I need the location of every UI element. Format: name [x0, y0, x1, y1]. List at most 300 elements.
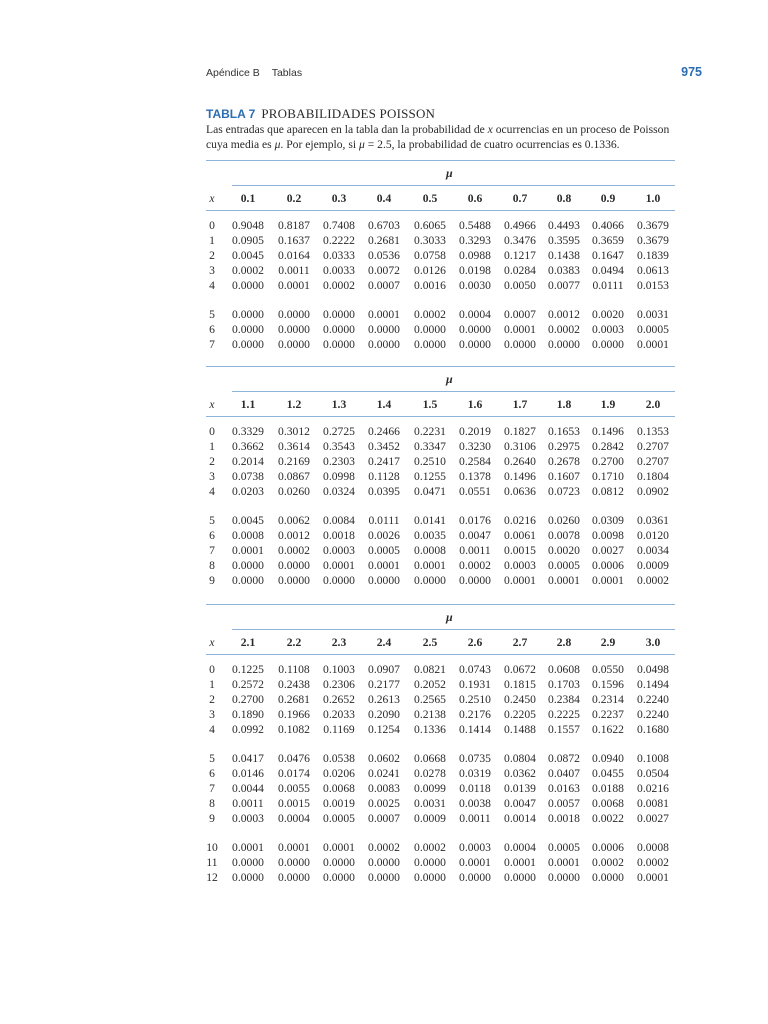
- description-mu-symbol-2: μ: [358, 138, 365, 151]
- probability-cell: 0.0333: [323, 249, 355, 262]
- probability-cell: 0.1008: [637, 752, 669, 765]
- probability-cell: 0.0047: [504, 797, 536, 810]
- probability-cell: 0.0014: [504, 812, 536, 825]
- probability-cell: 0.0006: [592, 841, 624, 854]
- probability-cell: 0.0000: [414, 871, 446, 884]
- row-group-spacer: [206, 294, 675, 308]
- description-text-1: Las entradas que aparecen en la tabla dan la probabilidad de: [206, 123, 488, 136]
- probability-cell: 0.0003: [592, 323, 624, 336]
- probability-cell: 0.0011: [459, 544, 491, 557]
- probability-cell: 0.0002: [637, 574, 669, 587]
- column-header-row: [206, 629, 675, 655]
- x-value-cell: 8: [209, 559, 215, 572]
- probability-cell: 0.0804: [504, 752, 536, 765]
- probability-cell: 0.0000: [232, 323, 264, 336]
- mu-column-header: 2.2: [286, 636, 302, 649]
- probability-cell: 0.0241: [368, 767, 400, 780]
- probability-cell: 0.0012: [548, 308, 580, 321]
- probability-cell: 0.0081: [637, 797, 669, 810]
- probability-cell: 0.0188: [592, 782, 624, 795]
- probability-cell: 0.0004: [459, 308, 491, 321]
- x-value-cell: 7: [209, 544, 215, 557]
- probability-cell: 0.0020: [592, 308, 624, 321]
- probability-cell: 0.2842: [592, 440, 624, 453]
- probability-cell: 0.1557: [548, 723, 580, 736]
- probability-cell: 0.0395: [368, 485, 400, 498]
- table-row: [206, 455, 675, 470]
- probability-cell: 0.0003: [504, 559, 536, 572]
- probability-cell: 0.0118: [459, 782, 491, 795]
- probability-cell: 0.0030: [459, 279, 491, 292]
- probability-cell: 0.0000: [504, 338, 536, 351]
- probability-cell: 0.3662: [232, 440, 264, 453]
- probability-cell: 0.1414: [459, 723, 491, 736]
- mu-column-header: 2.3: [331, 636, 347, 649]
- probability-cell: 0.0000: [323, 338, 355, 351]
- probability-cell: 0.1003: [323, 663, 355, 676]
- probability-cell: 0.6065: [414, 219, 446, 232]
- mu-header-row: [206, 605, 675, 629]
- probability-cell: 0.0000: [232, 308, 264, 321]
- probability-cell: 0.0362: [504, 767, 536, 780]
- mu-column-header: 1.1: [240, 398, 256, 411]
- probability-cell: 0.2384: [548, 693, 580, 706]
- mu-column-header: 1.9: [600, 398, 616, 411]
- probability-cell: 0.0018: [548, 812, 580, 825]
- probability-cell: 0.2169: [278, 455, 310, 468]
- probability-cell: 0.2450: [504, 693, 536, 706]
- x-value-cell: 2: [209, 693, 215, 706]
- probability-cell: 0.2707: [637, 455, 669, 468]
- x-value-cell: 9: [209, 574, 215, 587]
- probability-cell: 0.1653: [548, 425, 580, 438]
- probability-cell: 0.0550: [592, 663, 624, 676]
- probability-cell: 0.2090: [368, 708, 400, 721]
- probability-cell: 0.2681: [368, 234, 400, 247]
- table-row: [206, 708, 675, 723]
- probability-cell: 0.0068: [592, 797, 624, 810]
- probability-cell: 0.2205: [504, 708, 536, 721]
- x-value-cell: 3: [209, 264, 215, 277]
- probability-cell: 0.0005: [368, 544, 400, 557]
- probability-cell: 0.2138: [414, 708, 446, 721]
- probability-cell: 0.2177: [368, 678, 400, 691]
- probability-cell: 0.0002: [414, 308, 446, 321]
- probability-cell: 0.1494: [637, 678, 669, 691]
- table-row: [206, 559, 675, 574]
- probability-cell: 0.0009: [414, 812, 446, 825]
- probability-cell: 0.0026: [368, 529, 400, 542]
- mu-header-row: [206, 161, 675, 185]
- probability-cell: 0.0324: [323, 485, 355, 498]
- probability-cell: 0.2725: [323, 425, 355, 438]
- probability-cell: 0.4066: [592, 219, 624, 232]
- table-row: [206, 678, 675, 693]
- probability-cell: 0.3452: [368, 440, 400, 453]
- table-row: [206, 234, 675, 249]
- probability-cell: 0.2510: [414, 455, 446, 468]
- probability-cell: 0.0000: [414, 338, 446, 351]
- probability-cell: 0.0361: [637, 514, 669, 527]
- probability-cell: 0.0003: [232, 812, 264, 825]
- probability-cell: 0.2438: [278, 678, 310, 691]
- probability-cell: 0.0000: [278, 856, 310, 869]
- probability-cell: 0.0000: [592, 871, 624, 884]
- probability-cell: 0.0602: [368, 752, 400, 765]
- probability-cell: 0.2314: [592, 693, 624, 706]
- table-row: [206, 574, 675, 589]
- probability-cell: 0.0027: [637, 812, 669, 825]
- probability-cell: 0.0821: [414, 663, 446, 676]
- probability-cell: 0.0002: [232, 264, 264, 277]
- x-value-cell: 10: [206, 841, 218, 854]
- probability-cell: 0.2033: [323, 708, 355, 721]
- probability-cell: 0.0000: [232, 871, 264, 884]
- probability-cell: 0.2237: [592, 708, 624, 721]
- probability-cell: 0.2565: [414, 693, 446, 706]
- probability-cell: 0.0001: [637, 871, 669, 884]
- probability-cell: 0.0163: [548, 782, 580, 795]
- mu-header-row: [206, 367, 675, 391]
- mu-column-header: 3.0: [645, 636, 661, 649]
- probability-cell: 0.0011: [232, 797, 264, 810]
- probability-cell: 0.0000: [368, 323, 400, 336]
- probability-cell: 0.1217: [504, 249, 536, 262]
- probability-cell: 0.0608: [548, 663, 580, 676]
- mu-column-header: 2.9: [600, 636, 616, 649]
- probability-cell: 0.3347: [414, 440, 446, 453]
- probability-cell: 0.0002: [278, 544, 310, 557]
- probability-cell: 0.0000: [232, 574, 264, 587]
- probability-cell: 0.0476: [278, 752, 310, 765]
- probability-cell: 0.0099: [414, 782, 446, 795]
- probability-cell: 0.2240: [637, 708, 669, 721]
- probability-cell: 0.0284: [504, 264, 536, 277]
- probability-cell: 0.1254: [368, 723, 400, 736]
- probability-cell: 0.0417: [232, 752, 264, 765]
- probability-cell: 0.0940: [592, 752, 624, 765]
- probability-cell: 0.0055: [278, 782, 310, 795]
- table-row: [206, 425, 675, 440]
- probability-cell: 0.0407: [548, 767, 580, 780]
- probability-cell: 0.0260: [548, 514, 580, 527]
- probability-cell: 0.1596: [592, 678, 624, 691]
- description-x-symbol: x: [487, 123, 493, 136]
- probability-cell: 0.0011: [459, 812, 491, 825]
- row-group-spacer: [206, 655, 675, 663]
- x-value-cell: 6: [209, 767, 215, 780]
- appendix-label: Apéndice B: [206, 67, 260, 79]
- probability-cell: 0.0033: [323, 264, 355, 277]
- table-row: [206, 514, 675, 529]
- probability-cell: 0.0111: [592, 279, 624, 292]
- probability-cell: 0.0098: [592, 529, 624, 542]
- row-group-spacer: [206, 211, 675, 219]
- probability-cell: 0.1607: [548, 470, 580, 483]
- probability-cell: 0.1827: [504, 425, 536, 438]
- probability-cell: 0.2510: [459, 693, 491, 706]
- probability-cell: 0.3033: [414, 234, 446, 247]
- probability-cell: 0.0034: [637, 544, 669, 557]
- table-row: [206, 693, 675, 708]
- table-row: [206, 723, 675, 738]
- probability-cell: 0.1378: [459, 470, 491, 483]
- probability-cell: 0.1622: [592, 723, 624, 736]
- probability-cell: 0.2707: [637, 440, 669, 453]
- probability-cell: 0.1488: [504, 723, 536, 736]
- probability-cell: 0.9048: [232, 219, 264, 232]
- probability-cell: 0.0004: [504, 841, 536, 854]
- probability-cell: 0.0001: [504, 323, 536, 336]
- probability-cell: 0.0045: [232, 514, 264, 527]
- running-header: [206, 67, 302, 79]
- probability-cell: 0.0120: [637, 529, 669, 542]
- probability-cell: 0.0000: [232, 559, 264, 572]
- probability-cell: 0.0068: [323, 782, 355, 795]
- mu-column-header: 0.4: [376, 192, 392, 205]
- probability-cell: 0.0002: [637, 856, 669, 869]
- x-column-header: x: [209, 636, 215, 649]
- probability-cell: 0.0538: [323, 752, 355, 765]
- probability-cell: 0.2640: [504, 455, 536, 468]
- probability-cell: 0.0126: [414, 264, 446, 277]
- mu-column-header: 1.0: [645, 192, 661, 205]
- probability-cell: 0.2681: [278, 693, 310, 706]
- probability-cell: 0.2019: [459, 425, 491, 438]
- probability-cell: 0.0504: [637, 767, 669, 780]
- row-group-spacer: [206, 738, 675, 752]
- column-header-row: [206, 391, 675, 417]
- probability-cell: 0.1128: [368, 470, 400, 483]
- table-row: [206, 323, 675, 338]
- mu-column-header: 2.6: [467, 636, 483, 649]
- probability-cell: 0.1496: [592, 425, 624, 438]
- probability-cell: 0.1169: [323, 723, 355, 736]
- probability-cell: 0.0867: [278, 470, 310, 483]
- probability-cell: 0.1815: [504, 678, 536, 691]
- probability-cell: 0.0455: [592, 767, 624, 780]
- mu-column-header: 1.7: [512, 398, 528, 411]
- probability-cell: 0.4493: [548, 219, 580, 232]
- probability-cell: 0.0216: [637, 782, 669, 795]
- x-value-cell: 12: [206, 871, 218, 884]
- mu-symbol: μ: [446, 166, 453, 180]
- probability-cell: 0.0002: [414, 841, 446, 854]
- probability-cell: 0.0057: [548, 797, 580, 810]
- probability-cell: 0.2652: [323, 693, 355, 706]
- mu-column-header: 0.6: [467, 192, 483, 205]
- probability-cell: 0.0000: [232, 279, 264, 292]
- probability-cell: 0.0812: [592, 485, 624, 498]
- probability-cell: 0.0083: [368, 782, 400, 795]
- probability-cell: 0.2466: [368, 425, 400, 438]
- x-value-cell: 8: [209, 797, 215, 810]
- mu-symbol: μ: [446, 610, 453, 624]
- x-value-cell: 2: [209, 455, 215, 468]
- probability-cell: 0.0000: [232, 856, 264, 869]
- probability-cell: 0.0084: [323, 514, 355, 527]
- table-row: [206, 338, 675, 353]
- probability-cell: 0.0309: [592, 514, 624, 527]
- probability-cell: 0.0061: [504, 529, 536, 542]
- mu-column-header: 0.5: [422, 192, 438, 205]
- probability-cell: 0.3476: [504, 234, 536, 247]
- description-text-3: cuya media es: [206, 138, 275, 151]
- probability-cell: 0.0027: [592, 544, 624, 557]
- probability-cell: 0.0988: [459, 249, 491, 262]
- probability-cell: 0.0003: [323, 544, 355, 557]
- probability-cell: 0.0001: [232, 841, 264, 854]
- x-value-cell: 4: [209, 485, 215, 498]
- mu-column-header: 1.3: [331, 398, 347, 411]
- probability-cell: 0.0050: [504, 279, 536, 292]
- x-value-cell: 11: [206, 856, 218, 869]
- table-row: [206, 249, 675, 264]
- mu-symbol: μ: [446, 372, 453, 386]
- probability-cell: 0.2700: [592, 455, 624, 468]
- probability-cell: 0.0000: [592, 338, 624, 351]
- probability-cell: 0.0613: [637, 264, 669, 277]
- probability-cell: 0.0743: [459, 663, 491, 676]
- probability-cell: 0.0471: [414, 485, 446, 498]
- mu-column-header: 2.5: [422, 636, 438, 649]
- probability-cell: 0.0001: [459, 856, 491, 869]
- mu-column-header: 0.8: [556, 192, 572, 205]
- probability-cell: 0.0758: [414, 249, 446, 262]
- probability-cell: 0.7408: [323, 219, 355, 232]
- x-value-cell: 1: [209, 234, 215, 247]
- probability-cell: 0.0003: [459, 841, 491, 854]
- probability-cell: 0.0002: [323, 279, 355, 292]
- header-divider: [232, 391, 675, 392]
- probability-cell: 0.0031: [414, 797, 446, 810]
- poisson-table-block: [206, 160, 675, 353]
- probability-cell: 0.0000: [278, 323, 310, 336]
- probability-cell: 0.8187: [278, 219, 310, 232]
- x-value-cell: 7: [209, 338, 215, 351]
- probability-cell: 0.3012: [278, 425, 310, 438]
- mu-column-header: 1.4: [376, 398, 392, 411]
- probability-cell: 0.0000: [368, 871, 400, 884]
- probability-cell: 0.2572: [232, 678, 264, 691]
- mu-column-header: 2.8: [556, 636, 572, 649]
- probability-cell: 0.0062: [278, 514, 310, 527]
- probability-cell: 0.1353: [637, 425, 669, 438]
- x-value-cell: 9: [209, 812, 215, 825]
- probability-cell: 0.0077: [548, 279, 580, 292]
- table-row: [206, 279, 675, 294]
- probability-cell: 0.0723: [548, 485, 580, 498]
- probability-cell: 0.0031: [637, 308, 669, 321]
- table-row: [206, 797, 675, 812]
- probability-cell: 0.0738: [232, 470, 264, 483]
- probability-cell: 0.0260: [278, 485, 310, 498]
- probability-cell: 0.0000: [414, 856, 446, 869]
- mu-column-header: 0.2: [286, 192, 302, 205]
- table-row: [206, 219, 675, 234]
- probability-cell: 0.0000: [278, 308, 310, 321]
- probability-cell: 0.1931: [459, 678, 491, 691]
- probability-cell: 0.0111: [368, 514, 400, 527]
- probability-cell: 0.0000: [504, 871, 536, 884]
- table-name: PROBABILIDADES POISSON: [261, 106, 436, 121]
- probability-cell: 0.0141: [414, 514, 446, 527]
- probability-cell: 0.1839: [637, 249, 669, 262]
- probability-cell: 0.0001: [548, 574, 580, 587]
- x-column-header: x: [209, 398, 215, 411]
- probability-cell: 0.0002: [592, 856, 624, 869]
- probability-cell: 0.0047: [459, 529, 491, 542]
- probability-cell: 0.0044: [232, 782, 264, 795]
- x-value-cell: 0: [209, 663, 215, 676]
- probability-cell: 0.1804: [637, 470, 669, 483]
- probability-cell: 0.0001: [592, 574, 624, 587]
- table-row: [206, 440, 675, 455]
- probability-cell: 0.0006: [592, 559, 624, 572]
- probability-cell: 0.3679: [637, 219, 669, 232]
- probability-cell: 0.0001: [278, 841, 310, 854]
- probability-cell: 0.0668: [414, 752, 446, 765]
- probability-cell: 0.0198: [459, 264, 491, 277]
- probability-cell: 0.1336: [414, 723, 446, 736]
- table-row: [206, 856, 675, 871]
- probability-cell: 0.0001: [548, 856, 580, 869]
- probability-cell: 0.0735: [459, 752, 491, 765]
- probability-cell: 0.0498: [637, 663, 669, 676]
- probability-cell: 0.3659: [592, 234, 624, 247]
- probability-cell: 0.0000: [323, 871, 355, 884]
- probability-cell: 0.0139: [504, 782, 536, 795]
- table-row: [206, 871, 675, 886]
- table-body: [206, 417, 675, 589]
- probability-cell: 0.0000: [548, 871, 580, 884]
- probability-cell: 0.0005: [548, 841, 580, 854]
- table-row: [206, 485, 675, 500]
- probability-cell: 0.0002: [459, 559, 491, 572]
- probability-cell: 0.0872: [548, 752, 580, 765]
- poisson-table-block: [206, 366, 675, 589]
- probability-cell: 0.0001: [504, 856, 536, 869]
- probability-cell: 0.0000: [278, 559, 310, 572]
- probability-cell: 0.1082: [278, 723, 310, 736]
- table-row: [206, 264, 675, 279]
- mu-column-header: 1.5: [422, 398, 438, 411]
- probability-cell: 0.0636: [504, 485, 536, 498]
- mu-column-header: 1.6: [467, 398, 483, 411]
- probability-cell: 0.0005: [323, 812, 355, 825]
- table-row: [206, 812, 675, 827]
- probability-cell: 0.0551: [459, 485, 491, 498]
- probability-cell: 0.2052: [414, 678, 446, 691]
- x-value-cell: 1: [209, 678, 215, 691]
- probability-cell: 0.2231: [414, 425, 446, 438]
- probability-cell: 0.0000: [368, 856, 400, 869]
- x-value-cell: 2: [209, 249, 215, 262]
- table-row: [206, 529, 675, 544]
- table-row: [206, 767, 675, 782]
- mu-column-header: 0.3: [331, 192, 347, 205]
- probability-cell: 0.0011: [278, 264, 310, 277]
- probability-cell: 0.0000: [368, 574, 400, 587]
- table-row: [206, 752, 675, 767]
- mu-column-header: 0.1: [240, 192, 256, 205]
- probability-cell: 0.0494: [592, 264, 624, 277]
- probability-cell: 0.2613: [368, 693, 400, 706]
- probability-cell: 0.0001: [637, 338, 669, 351]
- probability-cell: 0.0000: [278, 338, 310, 351]
- probability-cell: 0.2306: [323, 678, 355, 691]
- probability-cell: 0.0007: [368, 279, 400, 292]
